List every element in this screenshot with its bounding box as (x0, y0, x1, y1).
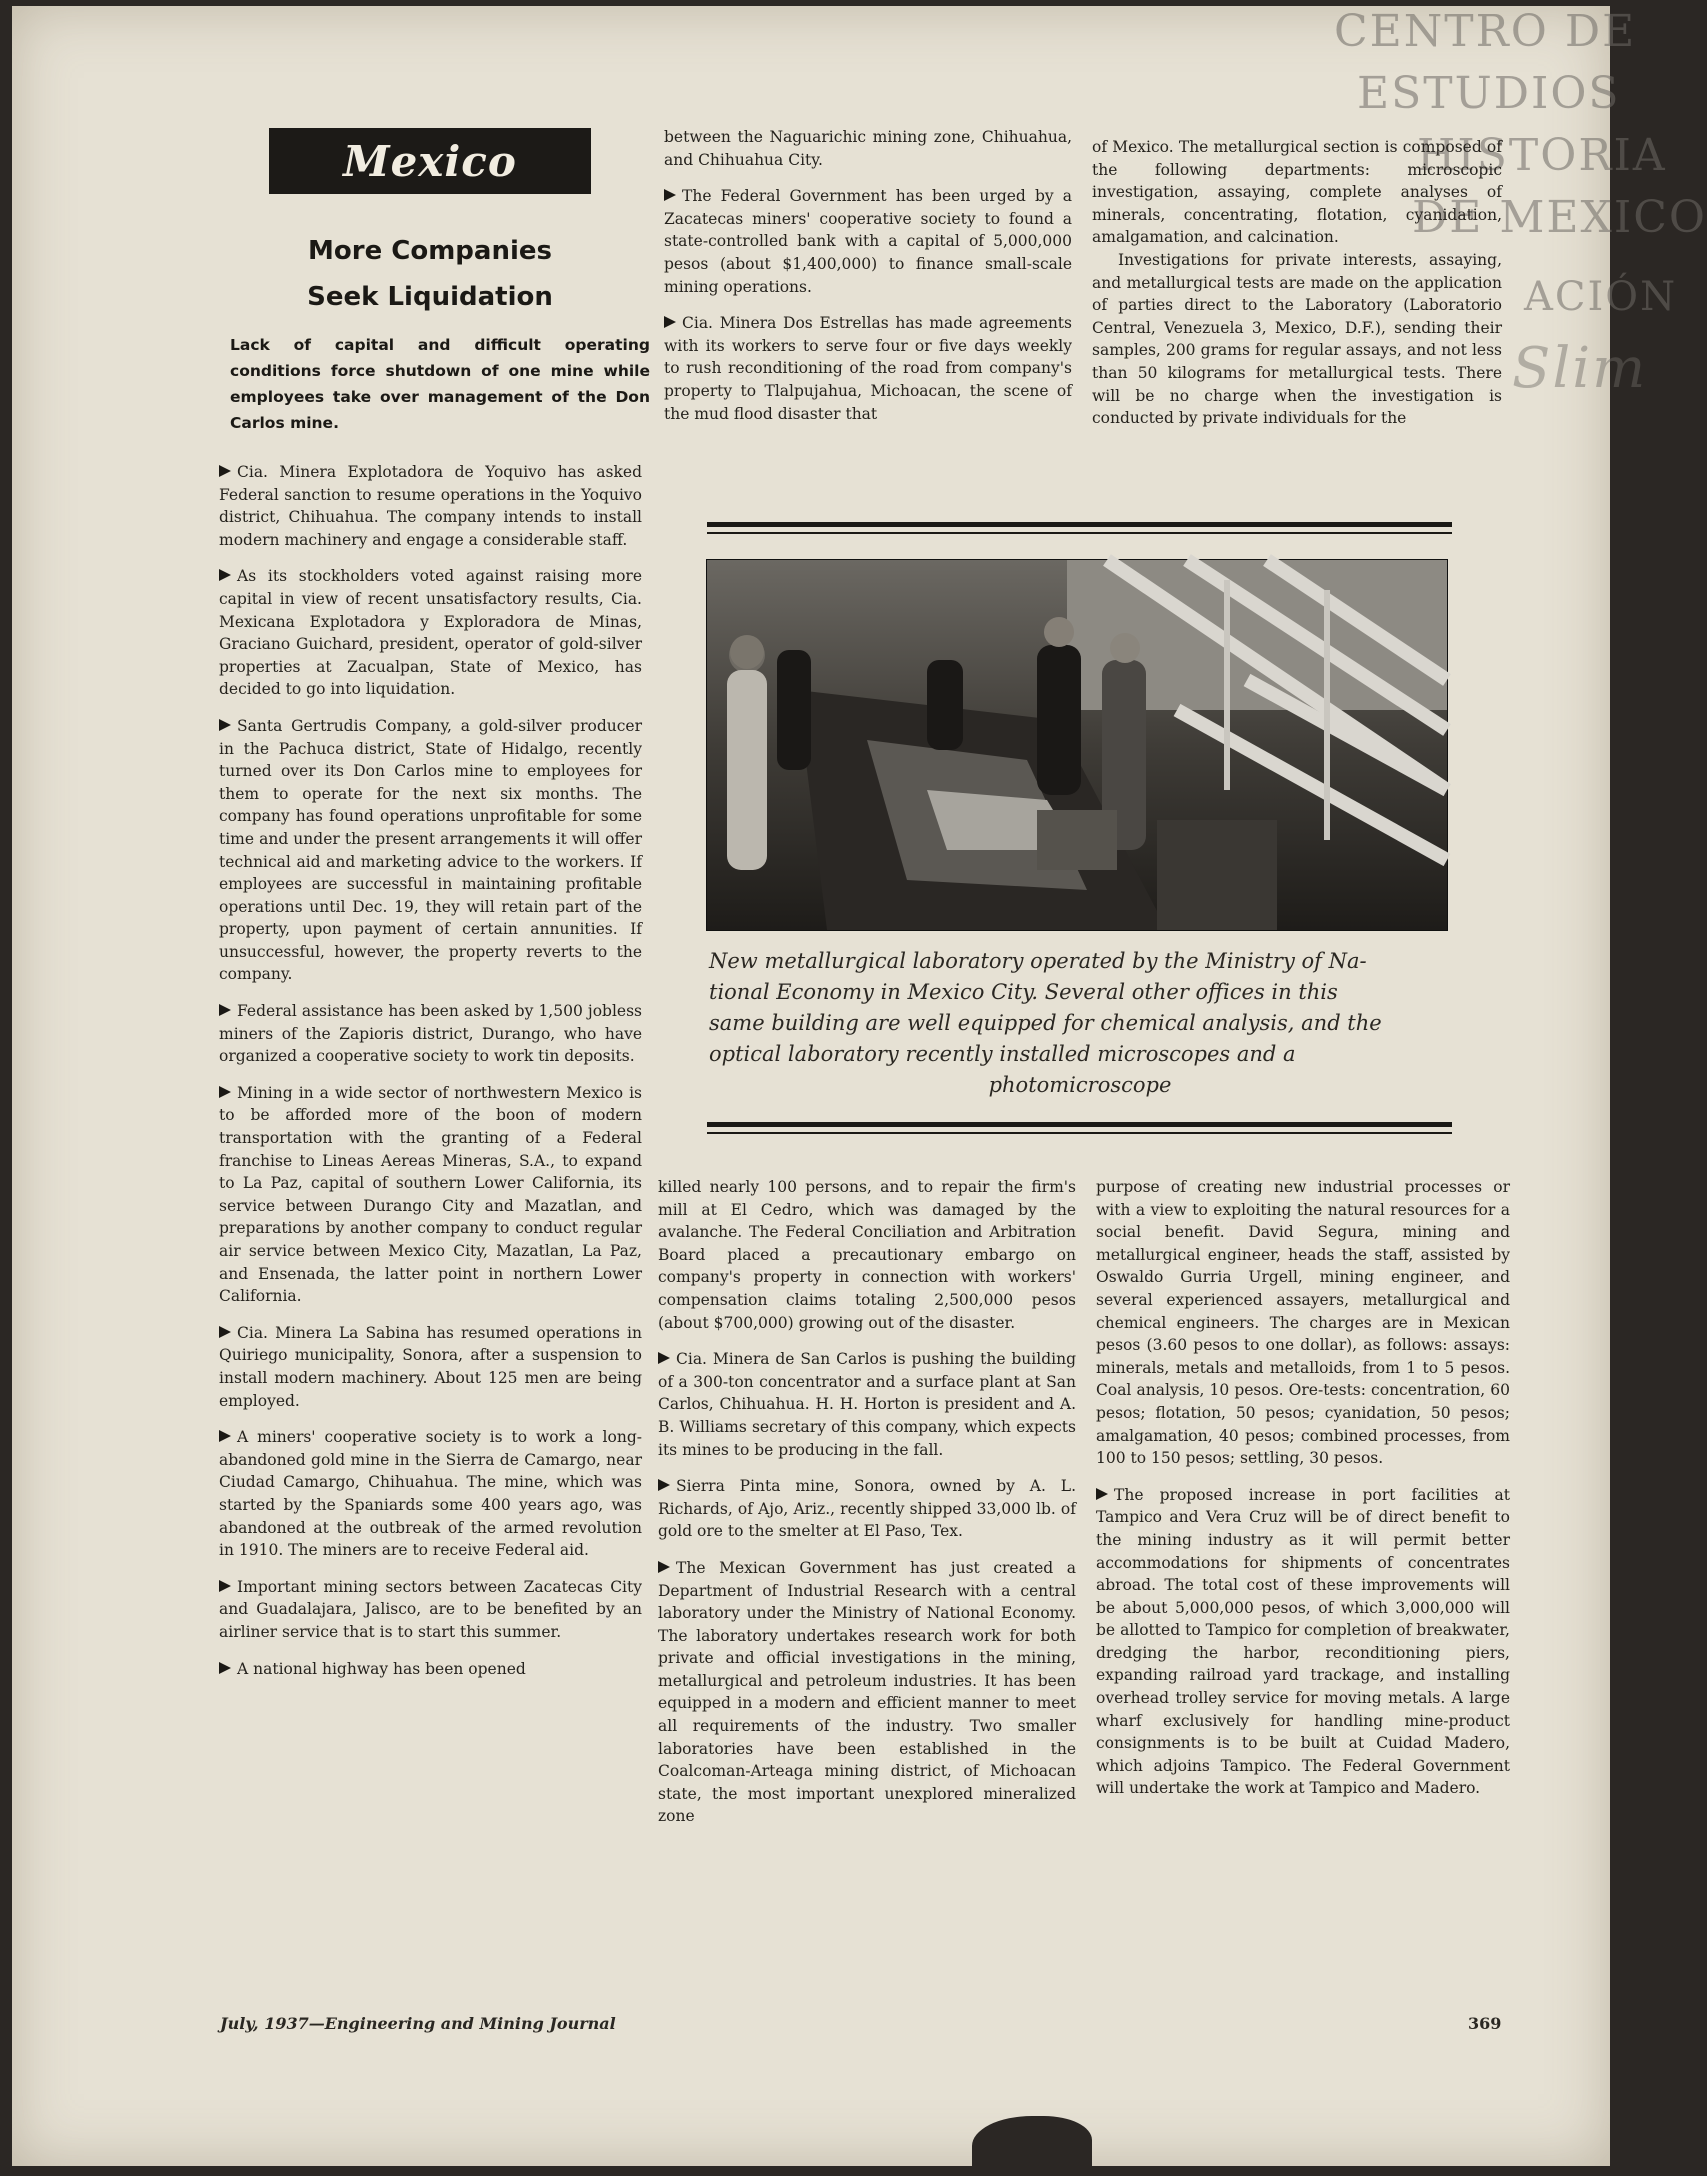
news-item: Cia. Minera La Sabina has resumed operations in Quiriego municipality, Sonora, after a suspension to install modern machinery. About 125 men are being employed. (219, 1323, 642, 1410)
watermark-line: CENTRO DE (1334, 6, 1637, 57)
magazine-page (12, 6, 1707, 2166)
column-2-top (664, 126, 1072, 439)
bullet-triangle-icon (658, 1561, 670, 1573)
column-3-bottom (1096, 1176, 1510, 1814)
bullet-triangle-icon (219, 1086, 231, 1098)
caption-line: tional Economy in Mexico City. Several other offices in this (709, 980, 1338, 1004)
bullet-triangle-icon (219, 1580, 231, 1592)
news-item: Cia. Minera Explotadora de Yoquivo has asked Federal sanction to resume operations in the Yoquivo district, Chihuahua. The company intends to install modern machinery and engage a considerable staff. (219, 463, 642, 549)
bullet-triangle-icon (219, 1430, 231, 1442)
caption-line: photomicroscope (988, 1073, 1172, 1097)
news-item: Important mining sectors between Zacatecas City and Guadalajara, Jalisco, are to be benefited by an airliner service that is to start this summer. (219, 1577, 642, 1641)
headline-line: More Companies (308, 236, 552, 266)
watermark-line: ESTUDIOS (1357, 68, 1621, 119)
watermark-signature: Slim (1512, 336, 1648, 401)
news-item: Federal assistance has been asked by 1,500 jobless miners of the Zapioris district, Durango, who have organized a cooperative society to work tin deposits. (219, 1002, 642, 1066)
news-item: A national highway has been opened (219, 1658, 642, 1681)
bullet-triangle-icon (219, 1326, 231, 1338)
news-item: As its stockholders voted against raising more capital in view of recent unsatisfactory results, Cia. Mexicana Explotadora y Exploradora de Minas, Graciano Guichard, president, operator of gold-silver properties at Zacualpan, State of Mexico, has decided to go into liquidation. (219, 567, 642, 699)
watermark-line: HISTORIA (1417, 130, 1667, 181)
bullet-triangle-icon (1096, 1488, 1108, 1500)
column-2-bottom (658, 1176, 1076, 1842)
divider-rule (707, 532, 1452, 534)
continued-text: killed nearly 100 persons, and to repair the firm's mill at El Cedro, which was damaged by the avalanche. The Federal Conciliation and Arbitration Board placed a precautionary embargo on company's property in connection with workers' compensation claims totaling 2,500,000 pesos (about $700,000) growing out of the disaster. (658, 1178, 1076, 1332)
watermark-line: DE MEXICO (1412, 192, 1707, 243)
news-item: A miners' cooperative society is to work a long-abandoned gold mine in the Sierra de Camargo, near Ciudad Camargo, Chihuahua. The mine, which was started by the Spaniards some 400 years ago, was abandoned at the outbreak of the armed revolution in 1910. The miners are to receive Federal aid. (219, 1428, 642, 1560)
news-item: The proposed increase in port facilities at Tampico and Vera Cruz will be of direct benefit to the mining industry as it will permit better accommodations for shipments of concentrates abroad. The total cost of these improvements will be about 5,000,000 pesos, of which 3,000,000 will be allotted to Tampico for completion of breakwater, dredging the harbor, reconditioning piers, expanding railroad yard trackage, and installing overhead trolley service for moving metals. A large wharf exclusively for handling mine-product consignments is to be built at Cuidad Madero, which adjoins Tampico. The Federal Government will undertake the work at Tampico and Madero. (1096, 1485, 1510, 1798)
footer-credit: July, 1937—Engineering and Mining Journal (220, 2014, 616, 2033)
bullet-triangle-icon (219, 1004, 231, 1016)
deck-summary: Lack of capital and difficult operating conditions force shutdown of one mine while employees take over management of the Don Carlos mine. (230, 336, 650, 432)
news-item: Mining in a wide sector of northwestern Mexico is to be afforded more of the boon of modern transportation with the granting of a Federal franchise to Lineas Aereas Mineras, S.A., to expand to La Paz, capital of southern Lower California, its service between Durango City and Mazatlan, and preparations by another company to conduct regular air service between Mexico City, Mazatlan, La Paz, and Ensenada, the latter point in northern Lower California. (219, 1083, 642, 1306)
caption-line: optical laboratory recently installed microscopes and a (709, 1042, 1296, 1066)
watermark-line: ACIÓN (1524, 274, 1678, 320)
caption-line: New metallurgical laboratory operated by the Ministry of Na- (709, 949, 1367, 973)
divider-rule (707, 1122, 1452, 1127)
divider-rule (707, 522, 1452, 527)
laboratory-photo (706, 559, 1448, 931)
news-item: Santa Gertrudis Company, a gold-silver producer in the Pachuca district, State of Hidalgo, recently turned over its Don Carlos mine to employees for them to operate for the next six months. The company has found operations unprofitable for some time and under the present arrangements it will offer technical aid and marketing advice to the workers. If employees are successful in maintaining profitable operations until Dec. 19, they will retain part of the property, upon payment of certain annunities. If unsuccessful, however, the property reverts to the company. (219, 716, 642, 984)
headline (232, 228, 628, 320)
page-number: 369 (1468, 2014, 1502, 2033)
section-banner: Mexico (269, 128, 591, 194)
news-item: Cia. Minera de San Carlos is pushing the building of a 300-ton concentrator and a surface plant at San Carlos, Chihuahua. H. H. Horton is president and A. B. Williams secretary of this company, which expects its mines to be producing in the fall. (658, 1350, 1076, 1459)
news-item: The Mexican Government has just created a Department of Industrial Research with a central laboratory under the Ministry of National Economy. The laboratory undertakes research work for both private and official investigations in the mining, metallurgical and petroleum industries. It has been equipped in a modern and efficient manner to meet all requirements of the industry. Two smaller laboratories have been established in the Coalcoman-Arteaga mining district, of Michoacan state, the most important unexplored mineralized zone (658, 1558, 1076, 1826)
column-1 (219, 461, 642, 1694)
bullet-triangle-icon (664, 316, 676, 328)
page-tear (972, 2116, 1092, 2176)
news-item: The Federal Government has been urged by a Zacatecas miners' cooperative society to found a state-controlled bank with a capital of 5,000,000 pesos (about $1,400,000) to finance small-scale mining operations. (664, 187, 1072, 296)
paragraph: Investigations for private interests, assaying, and metallurgical tests are made on the application of parties direct to the Laboratory (Laboratorio Central, Venezuela 3, Mexico, D.F.), sending their samples, 200 grams for regular assays, and not less than 50 kilograms for metallurgical tests. There will be no charge when the investigation is conducted by private individuals for the (1092, 250, 1502, 428)
continued-text: of Mexico. The metallurgical section is composed of the following departments: microscopic investigation, assaying, complete analyses of minerals, concentrating, flotation, cyanidation, amalgamation, and calcination. (1092, 138, 1502, 247)
bullet-triangle-icon (219, 569, 231, 581)
column-3-top (1092, 136, 1502, 444)
news-item: Sierra Pinta mine, Sonora, owned by A. L. Richards, of Ajo, Ariz., recently shipped 33,000 lb. of gold ore to the smelter at El Paso, Tex. (658, 1477, 1076, 1541)
bullet-triangle-icon (658, 1479, 670, 1491)
divider-rule (707, 1132, 1452, 1134)
headline-line: Seek Liquidation (307, 282, 553, 312)
continued-text: between the Naguarichic mining zone, Chihuahua, and Chihuahua City. (664, 128, 1072, 169)
bullet-triangle-icon (219, 719, 231, 731)
continued-text: purpose of creating new industrial processes or with a view to exploiting the natural resources for a social benefit. David Segura, mining and metallurgical engineer, heads the staff, assisted by Oswaldo Gurria Urgell, mining engineer, and several experienced assayers, metallurgical and chemical engineers. The charges are in Mexican pesos (3.60 pesos to one dollar), as follows: assays: minerals, metals and metalloids, from 1 to 5 pesos. Coal analysis, 10 pesos. Ore-tests: concentration, 60 pesos; flotation, 50 pesos; cyanidation, 50 pesos; amalgamation, 40 pesos; combined processes, from 100 to 150 pesos; settling, 30 pesos. (1096, 1178, 1510, 1468)
bullet-triangle-icon (219, 465, 231, 477)
photo-caption (709, 946, 1451, 1101)
bullet-triangle-icon (664, 189, 676, 201)
bullet-triangle-icon (219, 1662, 231, 1674)
news-item: Cia. Minera Dos Estrellas has made agreements with its workers to serve four or five days weekly to rush reconditioning of the road from company's property to Tlalpujahua, Michoacan, the scene of the mud flood disaster that (664, 314, 1072, 423)
bullet-triangle-icon (658, 1352, 670, 1364)
caption-line: same building are well equipped for chemical analysis, and the (709, 1011, 1382, 1035)
laboratory-photo-image (707, 560, 1447, 930)
